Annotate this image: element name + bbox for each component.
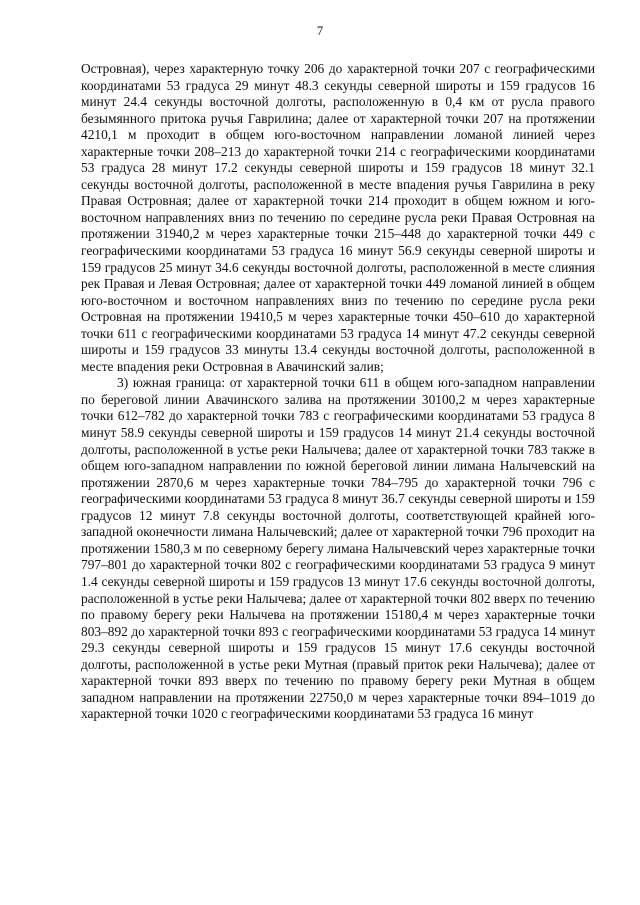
paragraph-south-boundary: 3) южная граница: от характерной точки 611 в общем юго-западном направлении по береговой линии Авачинского залива на протяжении 30100,2 м через характерные точки 612–782 до характерной точки 783 с географическими координатами 53 градуса 8 минут 58.9 секунды северной широты и 159 градусов 14 минут 21.4 секунды восточной долготы, расположенной в устье реки Налычева; далее от характерной точки 783 также в общем юго-западном направлении по южной береговой линии лимана Налычевский на протяжении 2870,6 м через характерные точки 784–795 до характерной точки 796 с географическими координатами 53 градуса 8 минут 36.7 секунды северной широты и 159 градусов 12 минут 7.8 секунды восточной долготы, соответствующей крайней юго-западной оконечности лимана Налычевский; далее от характерной точки 796 проходит на протяжении 1580,3 м по северному берегу лимана Налычевский через характерные точки 797–801 до характерной точки 802 с географическими координатами 53 градуса 9 минут 1.4 секунды северной широты и 159 градусов 13 минут 17.6 секунды восточной долготы, расположенной в устье реки Налычева; далее от характерной точки 802 вверх по течению по правому берегу реки Налычева на протяжении 15180,4 м через характерные точки 803–892 до характерной точки 893 с географическими координатами 53 градуса 14 минут 29.3 секунды северной широты и 159 градусов 15 минут 17.6 секунды восточной долготы, расположенной в устье реки Мутная (правый приток реки Налычева); далее от характерной точки 893 вверх по течению по правому берегу реки Мутная в общем западном направлении на протяжении 22750,0 м через характерные точки 894–1019 до характерной точки 1020 с географическими координатами 53 градуса 16 минут <box>81 375 595 722</box>
document-body <box>81 61 595 723</box>
page-number: 7 <box>316 24 324 38</box>
paragraph-north-east-boundary-continuation: Островная), через характерную точку 206 до характерной точки 207 с географическими координатами 53 градуса 29 минут 48.3 секунды северной широты и 159 градусов 16 минут 24.4 секунды восточной долготы, расположенную в 0,4 км от русла правого безымянного притока ручья Гаврилина; далее от характерной точки 207 на протяжении 4210,1 м проходит в общем юго-восточном направлении ломаной линией через характерные точки 208–213 до характерной точки 214 с географическими координатами 53 градуса 28 минут 17.2 секунды северной широты и 159 градусов 18 минут 32.1 секунды восточной долготы, расположенной в месте впадения ручья Гаврилина в реку Правая Островная; далее от характерной точки 214 проходит в общем южном и юго-восточном направлениях вниз по течению по середине русла реки Правая Островная на протяжении 31940,2 м через характерные точки 215–448 до характерной точки 449 с географическими координатами 53 градуса 16 минут 56.9 секунды северной широты и 159 градусов 25 минут 34.6 секунды восточной долготы, расположенной в месте слияния рек Правая и Левая Островная; далее от характерной точки 449 ломаной линией в общем юго-восточном и восточном направлениях вниз по течению по середине русла реки Островная на протяжении 19410,5 м через характерные точки 450–610 до характерной точки 611 с географическими координатами 53 градуса 14 минут 47.2 секунды северной широты и 159 градусов 33 минуты 13.4 секунды восточной долготы, расположенной в месте впадения реки Островная в Авачинский залив; <box>81 61 595 374</box>
